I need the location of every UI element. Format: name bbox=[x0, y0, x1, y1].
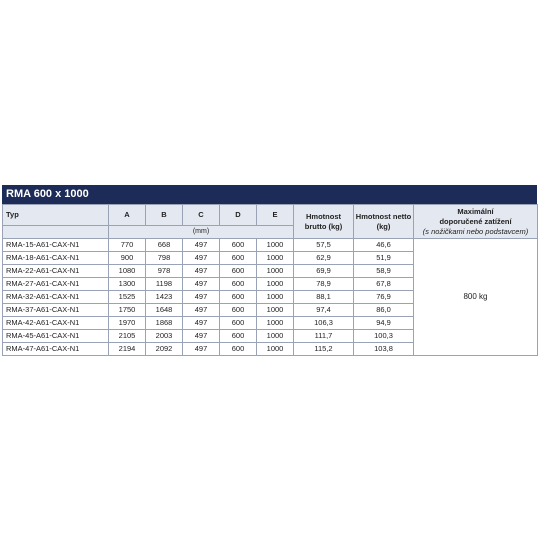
col-header-max-line1: Maximální bbox=[457, 206, 494, 216]
col-header-netto-line2: (kg) bbox=[376, 221, 391, 231]
cell-b: 668 bbox=[146, 239, 183, 252]
cell-c: 497 bbox=[183, 291, 220, 304]
cell-typ: RMA-42-A61-CAX-N1 bbox=[3, 317, 109, 330]
cell-netto: 103,8 bbox=[354, 343, 414, 356]
cell-brutto: 69,9 bbox=[294, 265, 354, 278]
cell-d: 600 bbox=[220, 278, 257, 291]
spec-table bbox=[2, 185, 537, 356]
cell-b: 1648 bbox=[146, 304, 183, 317]
unit-label: (mm) bbox=[109, 226, 294, 239]
col-header-brutto-line1: Hmotnost bbox=[306, 211, 341, 221]
cell-e: 1000 bbox=[257, 330, 294, 343]
cell-e: 1000 bbox=[257, 291, 294, 304]
cell-e: 1000 bbox=[257, 343, 294, 356]
cell-brutto: 106,3 bbox=[294, 317, 354, 330]
cell-a: 1300 bbox=[109, 278, 146, 291]
col-header-brutto-line2: brutto (kg) bbox=[304, 221, 343, 231]
cell-a: 1970 bbox=[109, 317, 146, 330]
table-row bbox=[3, 239, 538, 252]
cell-e: 1000 bbox=[257, 252, 294, 265]
cell-typ: RMA-47-A61-CAX-N1 bbox=[3, 343, 109, 356]
cell-brutto: 97,4 bbox=[294, 304, 354, 317]
cell-b: 978 bbox=[146, 265, 183, 278]
cell-b: 2003 bbox=[146, 330, 183, 343]
cell-c: 497 bbox=[183, 239, 220, 252]
cell-typ: RMA-18-A61-CAX-N1 bbox=[3, 252, 109, 265]
cell-e: 1000 bbox=[257, 265, 294, 278]
cell-d: 600 bbox=[220, 239, 257, 252]
cell-b: 798 bbox=[146, 252, 183, 265]
cell-e: 1000 bbox=[257, 304, 294, 317]
cell-typ: RMA-27-A61-CAX-N1 bbox=[3, 278, 109, 291]
cell-b: 1198 bbox=[146, 278, 183, 291]
cell-d: 600 bbox=[220, 265, 257, 278]
cell-c: 497 bbox=[183, 278, 220, 291]
col-header-typ: Typ bbox=[3, 205, 109, 226]
cell-d: 600 bbox=[220, 252, 257, 265]
cell-c: 497 bbox=[183, 343, 220, 356]
cell-netto: 94,9 bbox=[354, 317, 414, 330]
table-title: RMA 600 x 1000 bbox=[2, 185, 537, 204]
col-header-netto-line1: Hmotnost netto bbox=[355, 211, 412, 221]
cell-typ: RMA-45-A61-CAX-N1 bbox=[3, 330, 109, 343]
cell-netto: 86,0 bbox=[354, 304, 414, 317]
cell-netto: 76,9 bbox=[354, 291, 414, 304]
cell-brutto: 115,2 bbox=[294, 343, 354, 356]
cell-netto: 58,9 bbox=[354, 265, 414, 278]
table-body bbox=[3, 239, 538, 356]
col-header-a: A bbox=[109, 205, 146, 226]
cell-brutto: 78,9 bbox=[294, 278, 354, 291]
cell-c: 497 bbox=[183, 265, 220, 278]
col-header-netto bbox=[354, 205, 414, 239]
cell-brutto: 57,5 bbox=[294, 239, 354, 252]
data-table bbox=[2, 204, 538, 356]
col-header-c: C bbox=[183, 205, 220, 226]
cell-b: 1868 bbox=[146, 317, 183, 330]
cell-e: 1000 bbox=[257, 317, 294, 330]
cell-typ: RMA-32-A61-CAX-N1 bbox=[3, 291, 109, 304]
cell-a: 1080 bbox=[109, 265, 146, 278]
cell-c: 497 bbox=[183, 304, 220, 317]
header-row bbox=[3, 205, 538, 226]
unit-cell-typ bbox=[3, 226, 109, 239]
col-header-d: D bbox=[220, 205, 257, 226]
cell-max-load: 800 kg bbox=[414, 239, 538, 356]
cell-d: 600 bbox=[220, 330, 257, 343]
cell-c: 497 bbox=[183, 317, 220, 330]
col-header-e: E bbox=[257, 205, 294, 226]
cell-a: 770 bbox=[109, 239, 146, 252]
cell-brutto: 88,1 bbox=[294, 291, 354, 304]
cell-typ: RMA-37-A61-CAX-N1 bbox=[3, 304, 109, 317]
cell-a: 2194 bbox=[109, 343, 146, 356]
col-header-max-line2: doporučené zatížení bbox=[439, 216, 512, 226]
cell-a: 2105 bbox=[109, 330, 146, 343]
cell-c: 497 bbox=[183, 252, 220, 265]
cell-netto: 100,3 bbox=[354, 330, 414, 343]
cell-d: 600 bbox=[220, 304, 257, 317]
cell-d: 600 bbox=[220, 343, 257, 356]
cell-b: 2092 bbox=[146, 343, 183, 356]
cell-netto: 51,9 bbox=[354, 252, 414, 265]
col-header-max-load bbox=[414, 205, 538, 239]
cell-a: 900 bbox=[109, 252, 146, 265]
col-header-brutto bbox=[294, 205, 354, 239]
cell-a: 1525 bbox=[109, 291, 146, 304]
col-header-max-note: (s nožičkami nebo podstavcem) bbox=[422, 226, 529, 236]
cell-netto: 67,8 bbox=[354, 278, 414, 291]
cell-brutto: 111,7 bbox=[294, 330, 354, 343]
cell-b: 1423 bbox=[146, 291, 183, 304]
cell-c: 497 bbox=[183, 330, 220, 343]
cell-typ: RMA-15-A61-CAX-N1 bbox=[3, 239, 109, 252]
col-header-b: B bbox=[146, 205, 183, 226]
cell-brutto: 62,9 bbox=[294, 252, 354, 265]
cell-typ: RMA-22-A61-CAX-N1 bbox=[3, 265, 109, 278]
cell-d: 600 bbox=[220, 317, 257, 330]
cell-d: 600 bbox=[220, 291, 257, 304]
cell-a: 1750 bbox=[109, 304, 146, 317]
cell-e: 1000 bbox=[257, 239, 294, 252]
cell-netto: 46,6 bbox=[354, 239, 414, 252]
cell-e: 1000 bbox=[257, 278, 294, 291]
